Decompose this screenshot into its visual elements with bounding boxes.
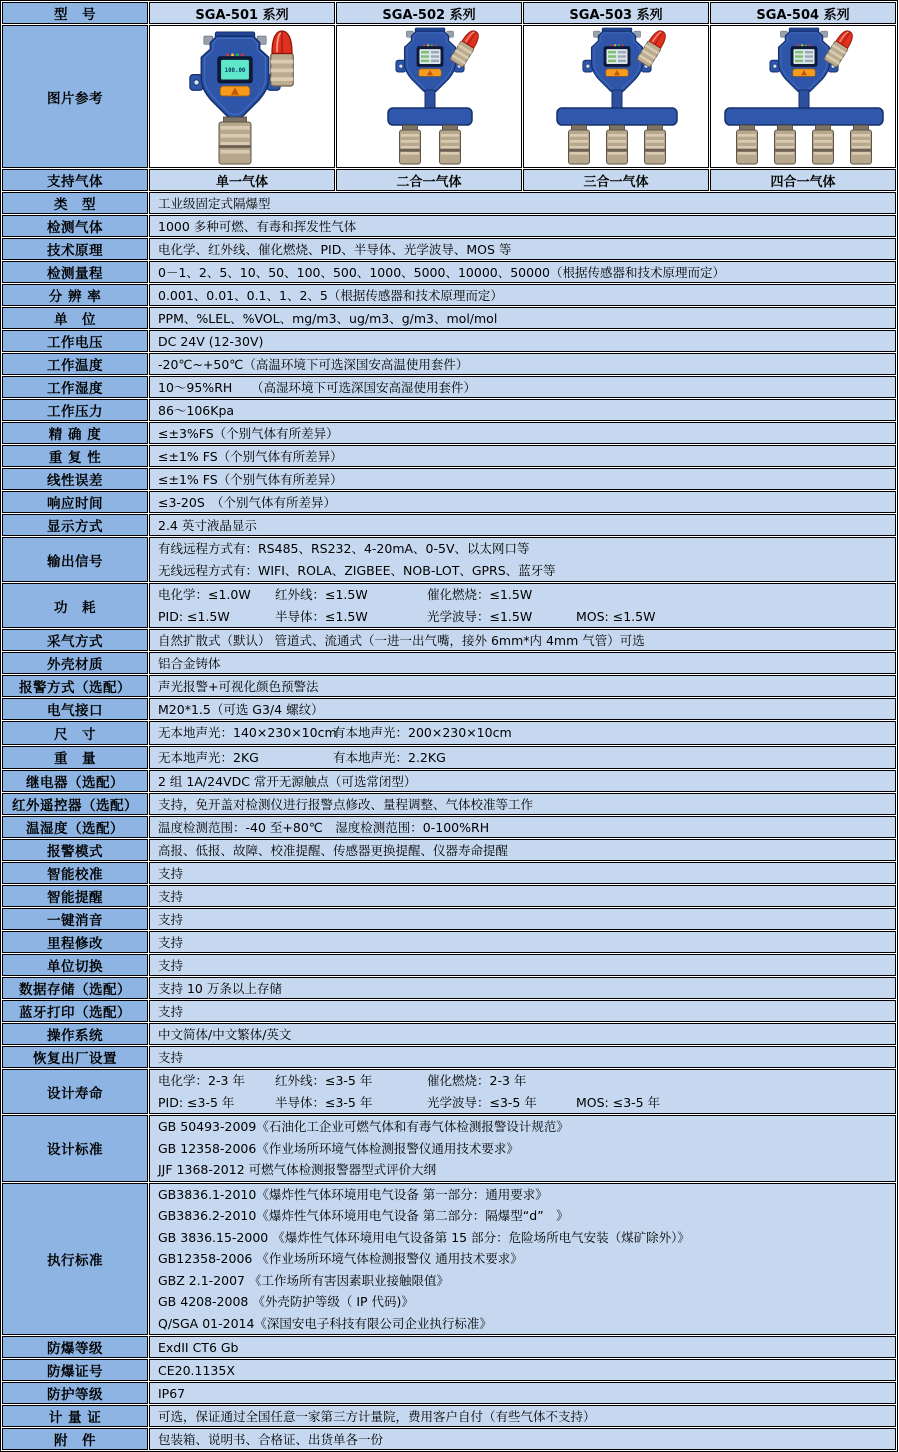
row-resolution: [2, 284, 896, 306]
row-label-alarm-mode-optional: 报警方式（选配）: [2, 675, 148, 697]
power-consumption-grid-item-1-4: [576, 584, 887, 606]
working-voltage-value: DC 24V (12-30V): [149, 330, 896, 352]
detector-illustration: [711, 26, 895, 167]
row-image-reference: [2, 25, 896, 168]
row-label-technology: 技术原理: [2, 238, 148, 260]
row-working-voltage: [2, 330, 896, 352]
design-life-grid-line-1: [158, 1070, 887, 1092]
working-pressure-value: 86～106Kpa: [149, 399, 896, 421]
row-housing-material: [2, 652, 896, 674]
row-label-power-consumption: 功 耗: [2, 583, 148, 628]
accessories-value: 包装箱、说明书、合格证、出货单各一份: [149, 1428, 896, 1450]
row-output-signal: [2, 537, 896, 582]
row-label-operating-system: 操作系统: [2, 1023, 148, 1045]
power-consumption-grid-item-1-1: 电化学：≤1.0W: [158, 587, 251, 602]
row-label-alarm-modes: 报警模式: [2, 839, 148, 861]
row-unit-switch: [2, 954, 896, 976]
design-life-grid-item-1-4: [576, 1070, 887, 1092]
range-modify-value: 支持: [149, 931, 896, 953]
row-ir-remote-optional: [2, 793, 896, 815]
detector-illustration: [524, 26, 708, 167]
execution-standard-line-2: GB3836.2-2010《爆炸性气体环境用电气设备 第二部分：隔爆型“d” 》: [158, 1208, 569, 1223]
weight-grid-item-1-1: 无本地声光：2KG: [158, 749, 259, 765]
row-label-temp-humidity-optional: 温湿度（选配）: [2, 816, 148, 838]
detector-image-sga-503: [523, 25, 709, 168]
power-consumption-grid-item-1-2: 红外线：≤1.5W: [275, 587, 368, 602]
design-life-grid-item-1-2: 红外线：≤3-5 年: [275, 1073, 373, 1088]
row-response-time: [2, 491, 896, 513]
row-label-repeatability: 重 复 性: [2, 445, 148, 467]
execution-standard-line-1: GB3836.1-2010《爆炸性气体环境用电气设备 第一部分：通用要求》: [158, 1186, 548, 1202]
sensor-cylinder: [737, 125, 758, 164]
dimensions-grid-item-1-2: 有本地声光：200×230×10cm: [333, 725, 512, 740]
technology-value: 电化学、红外线、催化燃烧、PID、半导体、光学波导、MOS 等: [149, 238, 896, 260]
dimensions-grid-item-1-1: 无本地声光：140×230×10cm: [158, 725, 337, 740]
bluetooth-print-optional-value: 支持: [149, 1000, 896, 1022]
row-label-factory-reset: 恢复出厂设置: [2, 1046, 148, 1068]
power-consumption-value: [149, 583, 896, 628]
row-label-accuracy: 精 确 度: [2, 422, 148, 444]
row-label-metrology-cert: 计 量 证: [2, 1405, 148, 1427]
row-working-pressure: [2, 399, 896, 421]
supported-gas-cell-1: 单一气体: [149, 169, 335, 191]
row-data-storage-optional: [2, 977, 896, 999]
power-consumption-grid-item-2-1: PID: ≤1.5W: [158, 608, 230, 624]
dimensions-grid-line-1: [158, 722, 887, 744]
row-execution-standard: [2, 1183, 896, 1336]
row-label-smart-calibration: 智能校准: [2, 862, 148, 884]
row-working-temperature: [2, 353, 896, 375]
row-label-explosion-proof-cert: 防爆证号: [2, 1359, 148, 1381]
row-label-one-key-mute: 一键消音: [2, 908, 148, 930]
design-standard-value: [149, 1115, 896, 1182]
working-temperature-value: -20℃~+50℃（高温环境下可选深国安高温使用套件）: [149, 353, 896, 375]
row-relay-optional: [2, 770, 896, 792]
design-life-grid-item-2-4: MOS: ≤3-5 年: [576, 1094, 661, 1110]
sampling-mode-value: 自然扩散式（默认） 管道式、流通式（一进一出气嘴，接外 6mm*内 4mm 气管）可选: [149, 629, 896, 651]
row-label-range-modify: 里程修改: [2, 931, 148, 953]
type-value: 工业级固定式隔爆型: [149, 192, 896, 214]
housing-material-value: 铝合金铸体: [149, 652, 896, 674]
row-type: [2, 192, 896, 214]
sensor-cylinder: [400, 125, 421, 164]
row-label-data-storage-optional: 数据存储（选配）: [2, 977, 148, 999]
power-consumption-grid-item-1-3: 催化燃烧：≤1.5W: [427, 587, 533, 602]
model-cell-2: SGA-502 系列: [336, 2, 522, 24]
row-dimensions: [2, 721, 896, 745]
detect-range-value: 0－1、2、5、10、50、100、500、1000、5000、10000、50000（根据传感器和技术原理而定）: [149, 261, 896, 283]
row-label-working-humidity: 工作湿度: [2, 376, 148, 398]
row-explosion-proof-grade: [2, 1336, 896, 1358]
row-smart-reminder: [2, 885, 896, 907]
design-standard-line-2: GB 12358-2006《作业场所环境气体检测报警仪通用技术要求》: [158, 1140, 519, 1156]
display-mode-value: 2.4 英寸液晶显示: [149, 514, 896, 536]
execution-standard-line-5: GBZ 2.1-2007 《工作场所有害因素职业接触限值》: [158, 1272, 449, 1288]
row-label-working-pressure: 工作压力: [2, 399, 148, 421]
row-unit: [2, 307, 896, 329]
row-label-type: 类 型: [2, 192, 148, 214]
sensor-cylinder: [645, 125, 666, 164]
design-life-grid-item-1-3: 催化燃烧：2-3 年: [427, 1073, 527, 1088]
row-power-consumption: [2, 583, 896, 628]
detect-gas-value: 1000 多种可燃、有毒和挥发性气体: [149, 215, 896, 237]
supported-gas-cell-3: 三合一气体: [523, 169, 709, 191]
design-standard-line-3: JJF 1368-2012 可燃气体检测报警器型式评价大纲: [158, 1162, 437, 1177]
row-label-ir-remote-optional: 红外遥控器（选配）: [2, 793, 148, 815]
sensor-cylinder: [775, 125, 796, 164]
model-cell-4: SGA-504 系列: [710, 2, 896, 24]
design-life-grid-item-1-1: 电化学：2-3 年: [158, 1073, 245, 1088]
dimensions-value: [149, 721, 896, 745]
row-label-bluetooth-print-optional: 蓝牙打印（选配）: [2, 1000, 148, 1022]
row-label-accessories: 附 件: [2, 1428, 148, 1450]
row-label-housing-material: 外壳材质: [2, 652, 148, 674]
row-alarm-mode-optional: [2, 675, 896, 697]
output-signal-line-2: 无线远程方式有：WIFI、ROLA、ZIGBEE、NOB-LOT、GPRS、蓝牙等: [158, 562, 556, 578]
row-accuracy: [2, 422, 896, 444]
row-electrical-interface: [2, 698, 896, 720]
operating-system-value: 中文简体/中文繁体/英文: [149, 1023, 896, 1045]
sensor-cylinder: [851, 125, 872, 164]
detector-image-sga-504: [710, 25, 896, 168]
metrology-cert-value: 可选，保证通过全国任意一家第三方计量院，费用客户自付（有些气体不支持）: [149, 1405, 896, 1427]
row-technology: [2, 238, 896, 260]
row-temp-humidity-optional: [2, 816, 896, 838]
execution-standard-line-7: Q/SGA 01-2014《深国安电子科技有限公司企业执行标准》: [158, 1315, 492, 1331]
row-model: [2, 2, 896, 24]
row-range-modify: [2, 931, 896, 953]
factory-reset-value: 支持: [149, 1046, 896, 1068]
row-factory-reset: [2, 1046, 896, 1068]
row-label-explosion-proof-grade: 防爆等级: [2, 1336, 148, 1358]
one-key-mute-value: 支持: [149, 908, 896, 930]
row-label-execution-standard: 执行标准: [2, 1183, 148, 1336]
row-design-standard: [2, 1115, 896, 1182]
supported-gas-cell-2: 二合一气体: [336, 169, 522, 191]
row-label-dimensions: 尺 寸: [2, 721, 148, 745]
repeatability-value: ≤±1% FS（个别气体有所差异）: [149, 445, 896, 467]
detector-illustration: [150, 26, 334, 167]
detector-image-sga-502: [336, 25, 522, 168]
output-signal-value: [149, 537, 896, 582]
row-label-linearity-error: 线性误差: [2, 468, 148, 490]
row-metrology-cert: [2, 1405, 896, 1427]
output-signal-line-1: 有线远程方式有：RS485、RS232、4-20mA、0-5V、以太网口等: [158, 541, 530, 556]
row-label-output-signal: 输出信号: [2, 537, 148, 582]
smart-calibration-value: 支持: [149, 862, 896, 884]
svg-text:100.00: 100.00: [224, 68, 246, 75]
row-label-sampling-mode: 采气方式: [2, 629, 148, 651]
row-label-resolution: 分 辨 率: [2, 284, 148, 306]
sensor-cylinder: [569, 125, 590, 164]
row-alarm-modes: [2, 839, 896, 861]
design-life-value: [149, 1069, 896, 1114]
row-repeatability: [2, 445, 896, 467]
row-label-unit: 单 位: [2, 307, 148, 329]
row-label-electrical-interface: 电气接口: [2, 698, 148, 720]
row-label-model: 型 号: [2, 2, 148, 24]
design-life-grid-item-2-1: PID: ≤3-5 年: [158, 1094, 235, 1110]
row-label-working-temperature: 工作温度: [2, 353, 148, 375]
row-label-design-standard: 设计标准: [2, 1115, 148, 1182]
linearity-error-value: ≤±1% FS（个别气体有所差异）: [149, 468, 896, 490]
electrical-interface-value: M20*1.5（可选 G3/4 螺纹）: [149, 698, 896, 720]
row-operating-system: [2, 1023, 896, 1045]
row-smart-calibration: [2, 862, 896, 884]
unit-value: PPM、%LEL、%VOL、mg/m3、ug/m3、g/m3、mol/mol: [149, 307, 896, 329]
row-label-detect-gas: 检测气体: [2, 215, 148, 237]
sensor-cylinder: [813, 125, 834, 164]
power-consumption-grid-item-2-4: MOS: ≤1.5W: [576, 608, 656, 624]
row-label-image-reference: 图片参考: [2, 25, 148, 168]
row-detect-range: [2, 261, 896, 283]
row-protection-grade: [2, 1382, 896, 1404]
weight-grid-line-1: [158, 747, 887, 769]
power-consumption-grid-item-2-3: 光学波导：≤1.5W: [427, 608, 533, 624]
relay-optional-value: 2 组 1A/24VDC 常开无源触点（可选常闭型）: [149, 770, 896, 792]
model-cell-3: SGA-503 系列: [523, 2, 709, 24]
row-label-smart-reminder: 智能提醒: [2, 885, 148, 907]
row-detect-gas: [2, 215, 896, 237]
resolution-value: 0.001、0.01、0.1、1、2、5（根据传感器和技术原理而定）: [149, 284, 896, 306]
row-accessories: [2, 1428, 896, 1450]
row-working-humidity: [2, 376, 896, 398]
row-label-relay-optional: 继电器（选配）: [2, 770, 148, 792]
ir-remote-optional-value: 支持，免开盖对检测仪进行报警点修改、量程调整、气体校准等工作: [149, 793, 896, 815]
row-label-weight: 重 量: [2, 746, 148, 770]
row-linearity-error: [2, 468, 896, 490]
supported-gas-cell-4: 四合一气体: [710, 169, 896, 191]
unit-switch-value: 支持: [149, 954, 896, 976]
row-design-life: [2, 1069, 896, 1114]
smart-reminder-value: 支持: [149, 885, 896, 907]
execution-standard-value: [149, 1183, 896, 1336]
row-label-display-mode: 显示方式: [2, 514, 148, 536]
design-life-grid-item-2-3: 光学波导：≤3-5 年: [427, 1094, 537, 1110]
sensor-cylinder: [440, 125, 461, 164]
execution-standard-line-4: GB12358-2006 《作业场所环境气体检测报警仪 通用技术要求》: [158, 1251, 523, 1266]
detector-illustration: [337, 26, 521, 167]
response-time-value: ≤3-20S （个别气体有所差异）: [149, 491, 896, 513]
temp-humidity-optional-value: 温度检测范围：-40 至+80℃ 湿度检测范围：0-100%RH: [149, 816, 896, 838]
spec-table-body: [2, 2, 896, 1450]
row-display-mode: [2, 514, 896, 536]
row-label-response-time: 响应时间: [2, 491, 148, 513]
power-consumption-grid-line-1: [158, 584, 887, 606]
data-storage-optional-value: 支持 10 万条以上存储: [149, 977, 896, 999]
row-explosion-proof-cert: [2, 1359, 896, 1381]
row-label-design-life: 设计寿命: [2, 1069, 148, 1114]
alarm-modes-value: 高报、低报、故障、校准提醒、传感器更换提醒、仪器寿命提醒: [149, 839, 896, 861]
row-label-detect-range: 检测量程: [2, 261, 148, 283]
protection-grade-value: IP67: [149, 1382, 896, 1404]
sensor-cylinder: [607, 125, 628, 164]
execution-standard-line-3: GB 3836.15-2000 《爆炸性气体环境用电气设备第 15 部分：危险场所电气安装（煤矿除外）》: [158, 1229, 690, 1245]
explosion-proof-grade-value: ExdII CT6 Gb: [149, 1336, 896, 1358]
row-supported-gas: [2, 169, 896, 191]
design-life-grid-line-2: [158, 1092, 887, 1114]
row-one-key-mute: [2, 908, 896, 930]
row-weight: [2, 746, 896, 770]
alarm-mode-optional-value: 声光报警+可视化颜色预警法: [149, 675, 896, 697]
alarm-beacon: [271, 31, 294, 86]
row-label-working-voltage: 工作电压: [2, 330, 148, 352]
row-label-unit-switch: 单位切换: [2, 954, 148, 976]
explosion-proof-cert-value: CE20.1135X: [149, 1359, 896, 1381]
row-bluetooth-print-optional: [2, 1000, 896, 1022]
power-consumption-grid-line-2: [158, 606, 887, 628]
design-standard-line-1: GB 50493-2009《石油化工企业可燃气体和有毒气体检测报警设计规范》: [158, 1119, 569, 1134]
design-life-grid-item-2-2: 半导体：≤3-5 年: [275, 1094, 373, 1110]
row-sampling-mode: [2, 629, 896, 651]
execution-standard-line-6: GB 4208-2008 《外壳防护等级（ IP 代码)》: [158, 1294, 414, 1309]
row-label-supported-gas: 支持气体: [2, 169, 148, 191]
sensor-cylinder: [219, 117, 251, 164]
weight-grid-item-1-2: 有本地声光：2.2KG: [333, 749, 446, 765]
accuracy-value: ≤±3%FS（个别气体有所差异）: [149, 422, 896, 444]
power-consumption-grid-item-2-2: 半导体：≤1.5W: [275, 608, 368, 624]
detector-image-sga-501: [149, 25, 335, 168]
weight-value: [149, 746, 896, 770]
row-label-protection-grade: 防护等级: [2, 1382, 148, 1404]
model-cell-1: SGA-501 系列: [149, 2, 335, 24]
working-humidity-value: 10～95%RH （高湿环境下可选深国安高湿使用套件）: [149, 376, 896, 398]
